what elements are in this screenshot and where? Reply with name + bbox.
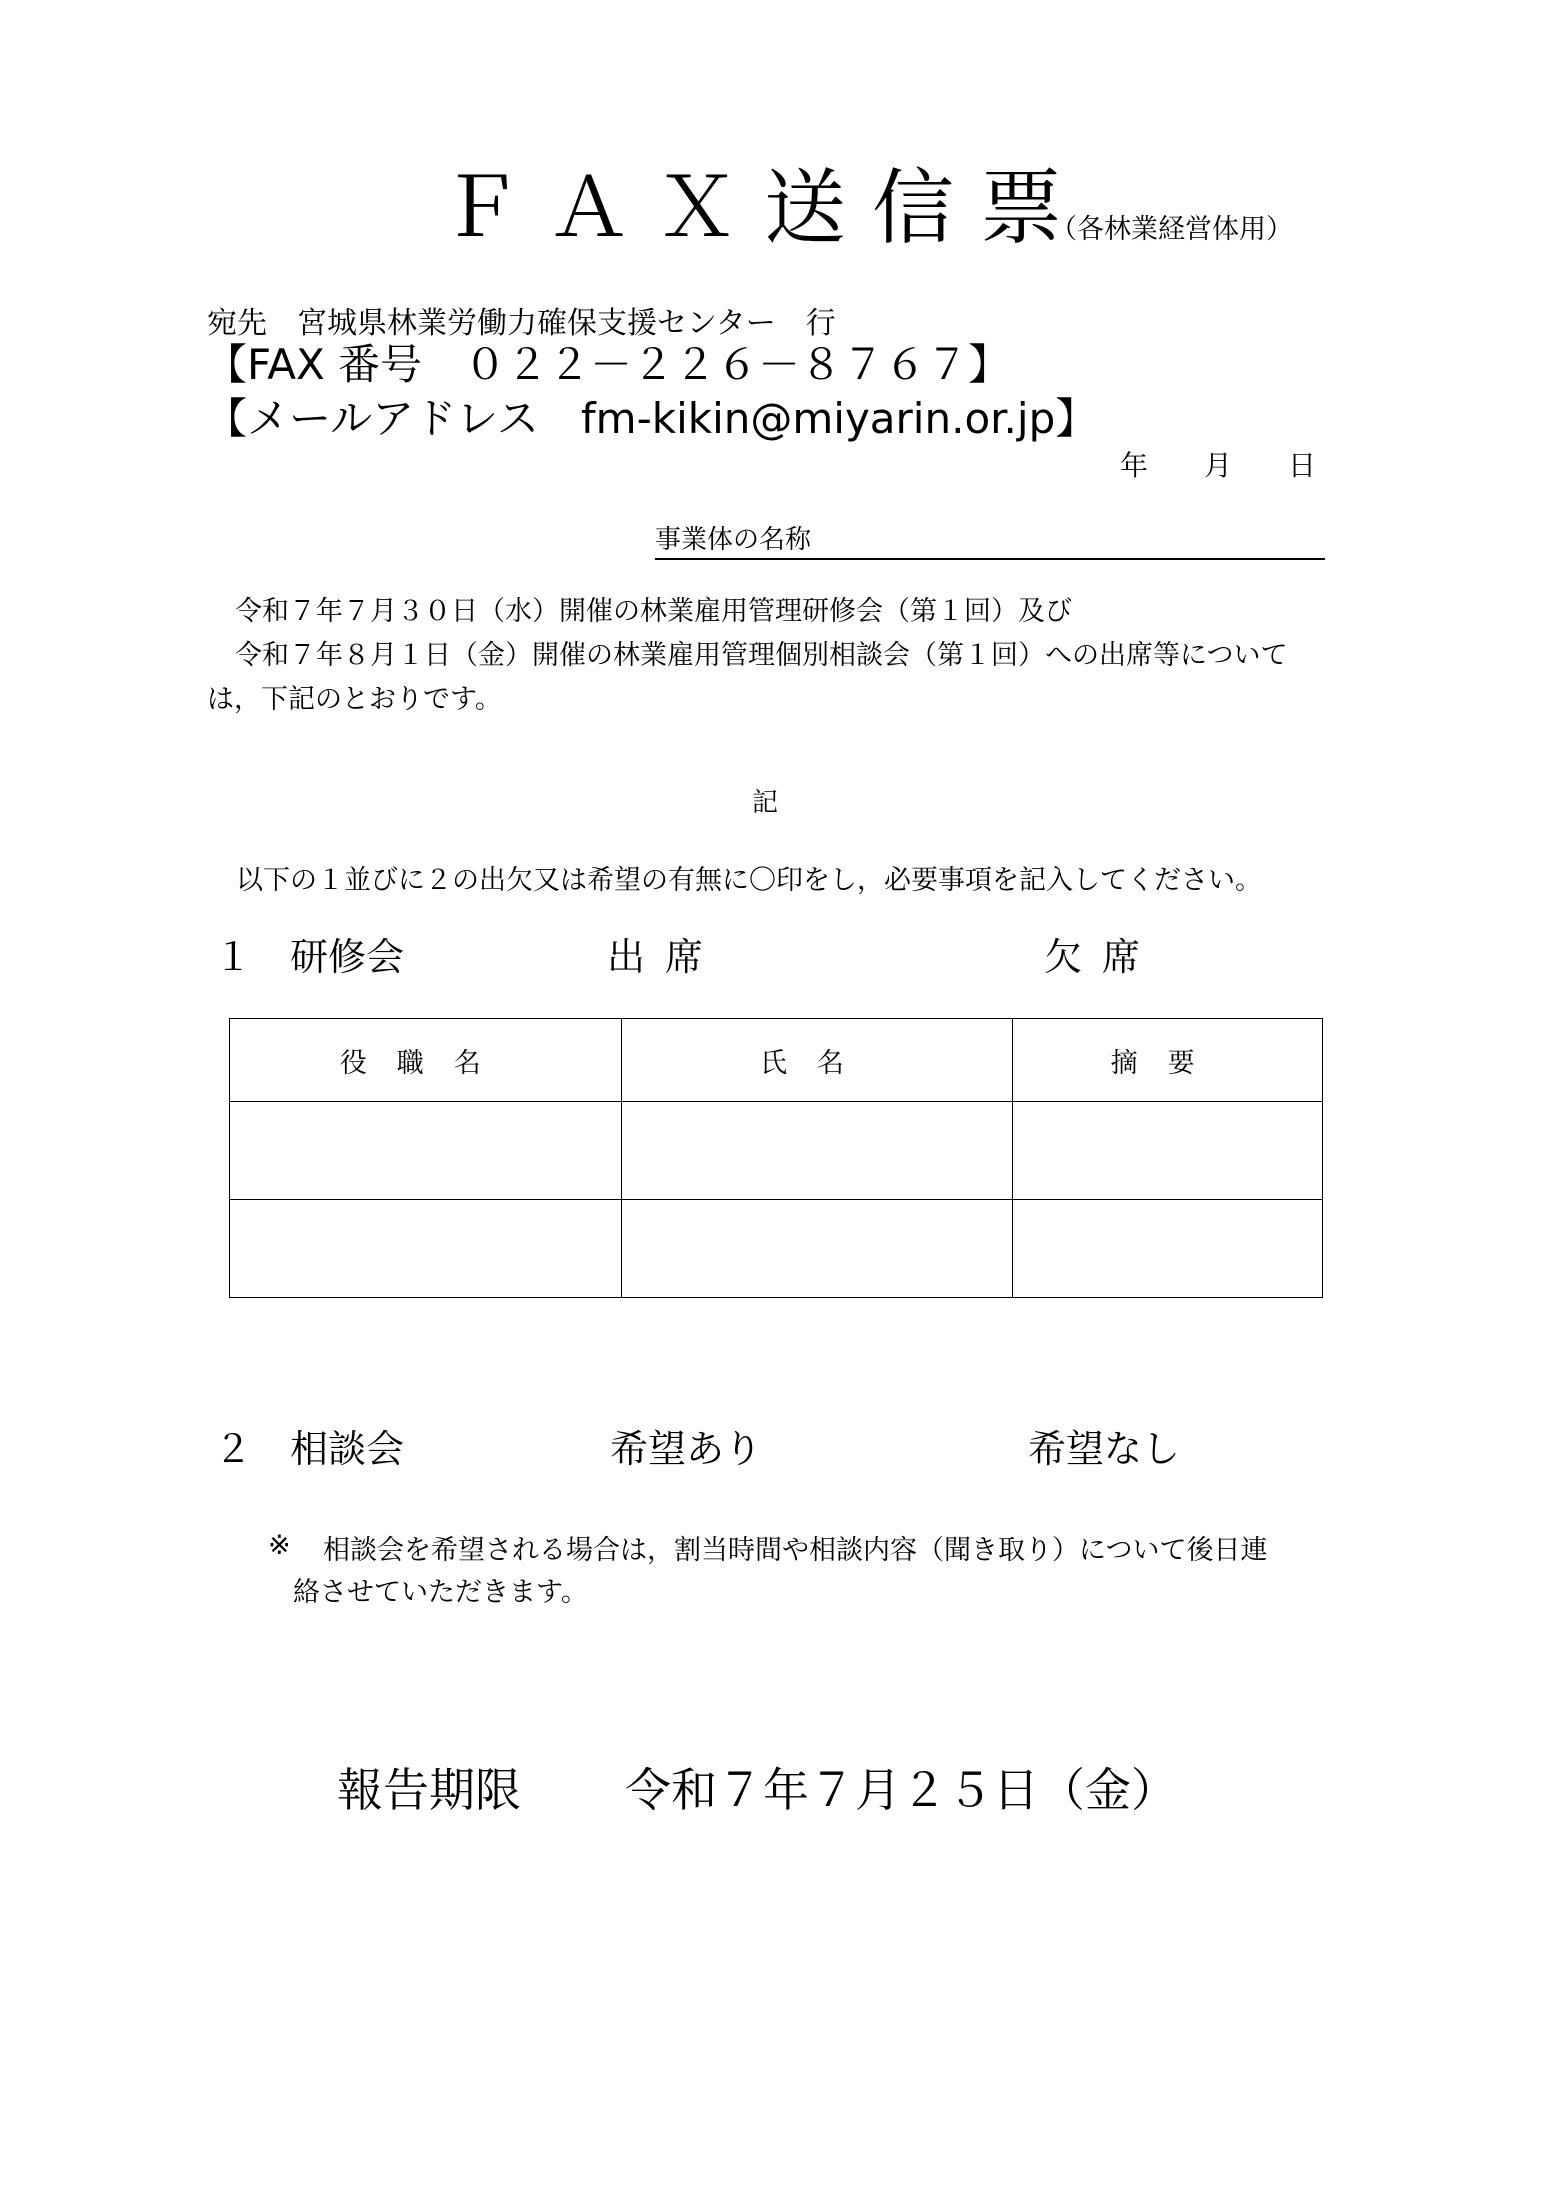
consult-yes-option[interactable]: 希望あり [610, 1427, 763, 1471]
header-remarks: 摘要 [1013, 1019, 1323, 1102]
company-name-field[interactable] [655, 519, 1325, 560]
deadline-date: 令和７年７月２５日（金） [625, 1763, 1177, 1817]
section1-number: １ [214, 935, 253, 979]
year-label: 年 [1120, 449, 1149, 482]
fax-number: 【FAX 番号 ０２２－２２６－８７６７】 [205, 340, 1011, 389]
table-cell[interactable] [1013, 1102, 1323, 1200]
absent-option[interactable]: 欠席 [1044, 935, 1161, 979]
table-cell[interactable] [621, 1102, 1013, 1200]
ki-heading: 記 [752, 788, 779, 818]
month-label: 月 [1204, 449, 1233, 482]
page-subtitle: （各林業経営体用） [1050, 214, 1293, 245]
intro-line-2: 令和７年８月１日（金）開催の林業雇用管理個別相談会（第１回）への出席等については，下記のとおりです。 [207, 640, 1288, 715]
section1-title: 研修会 [290, 935, 405, 979]
table-header-row [230, 1019, 1323, 1102]
table-cell[interactable] [230, 1200, 622, 1298]
table-cell[interactable] [1013, 1200, 1323, 1298]
note-mark: ※ [268, 1530, 291, 1561]
note-line-1: 相談会を希望される場合は，割当時間や相談内容（聞き取り）について後日連 [323, 1535, 1268, 1566]
table-row [230, 1200, 1323, 1298]
attend-option[interactable]: 出席 [607, 935, 724, 979]
table-row [230, 1102, 1323, 1200]
destination-line: 宛先 宮城県林業労働力確保支援センター 行 [207, 306, 836, 341]
note-line-2: 絡させていただきます。 [293, 1577, 588, 1608]
intro-paragraph [207, 590, 1327, 722]
attendee-table [229, 1018, 1323, 1298]
header-name: 氏名 [621, 1019, 1013, 1102]
consultation-note [293, 1530, 1328, 1614]
intro-line-1: 令和７年７月３０日（水）開催の林業雇用管理研修会（第１回）及び [235, 596, 1072, 627]
company-name-label: 事業体の名称 [655, 525, 812, 555]
section2-number: ２ [214, 1427, 253, 1471]
deadline-label: 報告期限 [337, 1763, 521, 1817]
table-cell[interactable] [230, 1102, 622, 1200]
date-fields [1120, 444, 1316, 484]
header-position: 役職名 [230, 1019, 622, 1102]
page-title: ＦＡＸ送信票 [440, 161, 1089, 256]
email-address: 【メールアドレス fm-kikin@miyarin.or.jp】 [205, 394, 1098, 443]
day-label: 日 [1288, 449, 1317, 482]
instruction-text: 以下の１並びに２の出欠又は希望の有無に〇印をし，必要事項を記入してください。 [236, 865, 1262, 896]
consult-no-option[interactable]: 希望なし [1028, 1427, 1181, 1471]
section2-title: 相談会 [290, 1427, 405, 1471]
table-cell[interactable] [621, 1200, 1013, 1298]
